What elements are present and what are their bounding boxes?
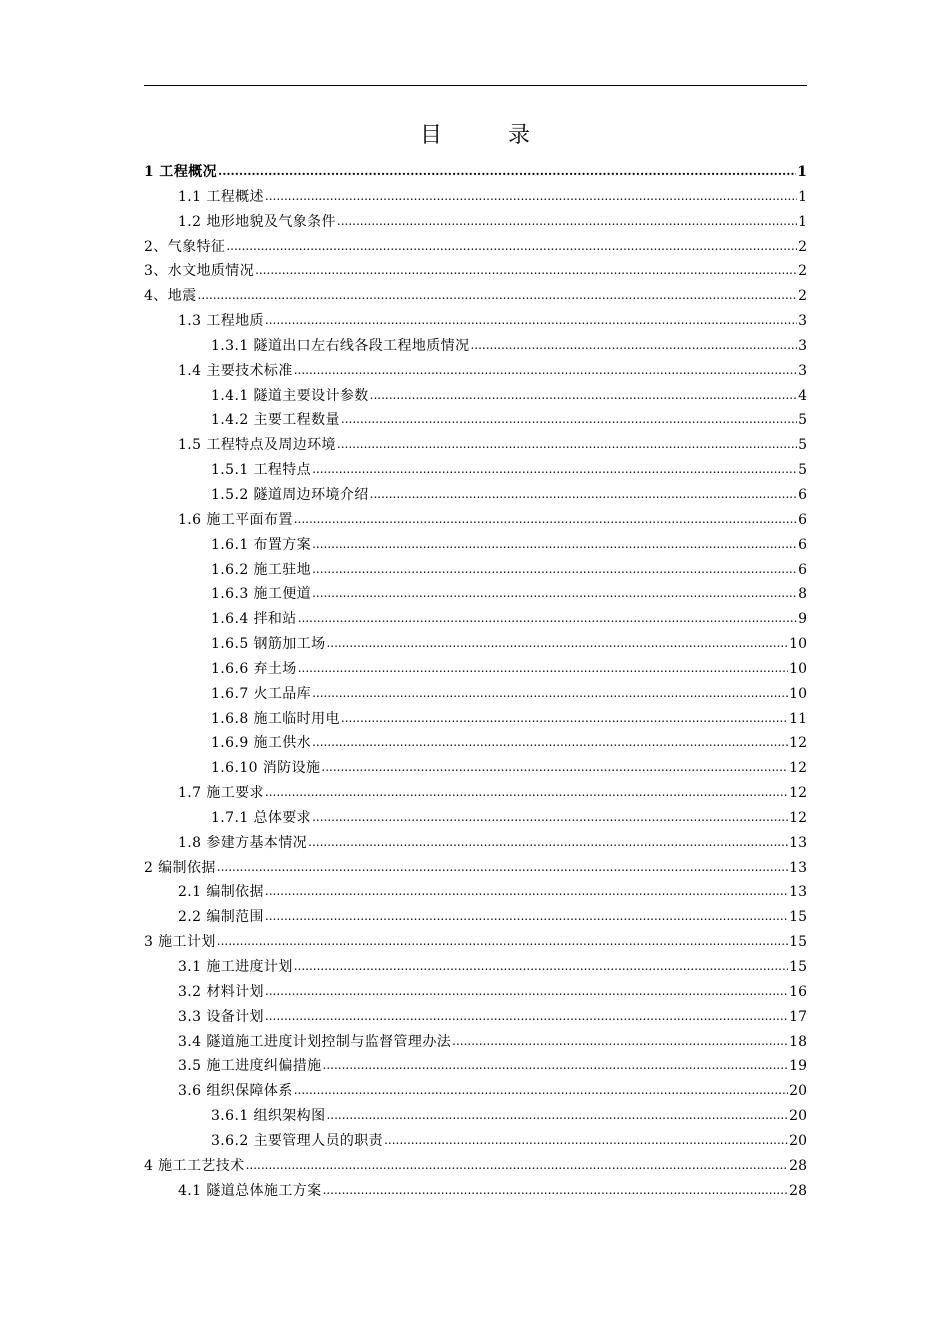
toc-entry-page-number: 6	[798, 511, 807, 528]
toc-entry-page-number: 3	[798, 313, 807, 330]
toc-entry-page-number: 5	[798, 462, 807, 479]
toc-entry-label: 1.7.1 总体要求	[211, 809, 312, 826]
toc-entry-label: 1.6.5 钢筋加工场	[211, 636, 326, 653]
toc-entry-label: 1.1 工程概述	[178, 188, 264, 205]
toc-entry-page-number: 16	[789, 983, 807, 1000]
dot-leader	[337, 213, 797, 227]
toc-entry-page-number: 18	[789, 1033, 807, 1050]
toc-entry-label: 1.4.1 隧道主要设计参数	[211, 387, 369, 404]
toc-entry-page-number: 2	[798, 263, 807, 280]
toc-entry-label: 1.6.1 布置方案	[211, 536, 312, 553]
dot-leader	[470, 337, 797, 351]
toc-entry-label: 3.6 组织保障体系	[178, 1083, 293, 1100]
toc-entry-label: 2.2 编制范围	[178, 909, 264, 926]
toc-entry-label: 1.6.8 施工临时用电	[211, 710, 340, 727]
toc-entry[interactable]	[144, 483, 807, 508]
dot-leader	[370, 486, 797, 500]
toc-entry[interactable]	[144, 508, 807, 533]
toc-entry-page-number: 10	[789, 685, 807, 702]
toc-entry-label: 3 施工计划	[144, 934, 216, 951]
toc-entry-label: 2、气象特征	[144, 238, 226, 255]
toc-entry[interactable]	[144, 458, 807, 483]
dot-leader	[308, 834, 788, 848]
toc-entry-label: 3、水文地质情况	[144, 263, 255, 280]
toc-entry[interactable]	[144, 1054, 807, 1079]
toc-entry-page-number: 3	[798, 337, 807, 354]
dot-leader	[341, 411, 797, 425]
toc-entry[interactable]	[144, 185, 807, 210]
toc-entry[interactable]	[144, 682, 807, 707]
toc-entry-page-number: 9	[798, 611, 807, 628]
toc-entry[interactable]	[144, 905, 807, 930]
dot-leader	[312, 461, 797, 475]
toc-entry-page-number: 20	[789, 1108, 807, 1125]
dot-leader	[265, 188, 797, 202]
toc-entry-page-number: 13	[789, 859, 807, 876]
toc-entry-label: 1.4 主要技术标准	[178, 362, 293, 379]
dot-leader	[298, 610, 797, 624]
dot-leader	[265, 784, 788, 798]
toc-entry-label: 1.6.7 火工品库	[211, 685, 312, 702]
toc-entry-page-number: 1	[798, 213, 807, 230]
toc-entry-label: 1.4.2 主要工程数量	[211, 412, 340, 429]
toc-entry-page-number: 12	[789, 785, 807, 802]
toc-entry-page-number: 15	[789, 934, 807, 951]
toc-entry[interactable]	[144, 384, 807, 409]
dot-leader	[326, 635, 788, 649]
dot-leader	[298, 660, 788, 674]
toc-entry-page-number: 4	[798, 387, 807, 404]
toc-entry-label: 4、地震	[144, 288, 197, 305]
toc-entry[interactable]	[144, 582, 807, 607]
toc-entry-page-number: 8	[798, 586, 807, 603]
toc-entry[interactable]	[144, 334, 807, 359]
toc-entry[interactable]	[144, 880, 807, 905]
toc-entry-label: 1.6.9 施工供水	[211, 735, 312, 752]
toc-entry-label: 2 编制依据	[144, 859, 216, 876]
toc-entry[interactable]	[144, 1104, 807, 1129]
toc-entry-label: 2.1 编制依据	[178, 884, 264, 901]
toc-entry[interactable]	[144, 980, 807, 1005]
dot-leader	[294, 511, 797, 525]
dot-leader	[198, 287, 798, 301]
toc-entry-page-number: 13	[789, 884, 807, 901]
toc-entry-label: 1.5 工程特点及周边环境	[178, 437, 336, 454]
dot-leader	[326, 1107, 788, 1121]
dot-leader	[294, 958, 788, 972]
toc-entry[interactable]	[144, 806, 807, 831]
toc-entry[interactable]	[144, 856, 807, 881]
toc-entry-label: 1.6.10 消防设施	[211, 760, 321, 777]
toc-entry-page-number: 17	[789, 1008, 807, 1025]
dot-leader	[217, 859, 788, 873]
dot-leader	[312, 734, 788, 748]
dot-leader	[452, 1033, 788, 1047]
toc-entry-label: 1.3 工程地质	[178, 313, 264, 330]
toc-entry[interactable]	[144, 558, 807, 583]
toc-entry[interactable]	[144, 1079, 807, 1104]
dot-leader	[312, 536, 797, 550]
toc-entry[interactable]	[144, 1030, 807, 1055]
dot-leader	[312, 809, 788, 823]
toc-entry[interactable]	[144, 259, 807, 284]
toc-entry-page-number: 5	[798, 412, 807, 429]
toc-entry[interactable]	[144, 1179, 807, 1204]
dot-leader	[323, 1057, 789, 1071]
toc-entry[interactable]	[144, 632, 807, 657]
toc-entry-page-number: 15	[789, 959, 807, 975]
dot-leader	[255, 262, 797, 276]
toc-entry[interactable]	[144, 1005, 807, 1030]
dot-leader	[341, 710, 788, 724]
dot-leader	[265, 312, 797, 326]
toc-entry-page-number: 5	[798, 437, 807, 454]
toc-entry[interactable]	[144, 284, 807, 309]
toc-entry-page-number: 12	[789, 760, 807, 777]
toc-entry-label: 4 施工工艺技术	[144, 1157, 245, 1174]
toc-entry[interactable]	[144, 831, 807, 856]
dot-leader	[265, 1008, 788, 1022]
toc-entry-page-number: 20	[789, 1083, 807, 1100]
dot-leader	[384, 1132, 788, 1146]
toc-entry-page-number: 1	[798, 188, 807, 205]
dot-leader	[265, 908, 788, 922]
dot-leader	[294, 1082, 788, 1096]
toc-entry-label: 1.6 施工平面布置	[178, 511, 293, 528]
toc-entry[interactable]	[144, 930, 807, 955]
toc-entry-page-number: 12	[789, 735, 807, 752]
toc-entry[interactable]	[144, 433, 807, 458]
dot-leader	[218, 163, 796, 177]
toc-entry-page-number: 12	[789, 809, 807, 826]
toc-entry-label: 3.6.2 主要管理人员的职责	[211, 1132, 384, 1149]
toc-entry[interactable]	[144, 657, 807, 682]
toc-entry-label: 3.2 材料计划	[178, 983, 264, 1000]
toc-entry-label: 1.6.4 拌和站	[211, 611, 297, 628]
dot-leader	[294, 362, 797, 376]
toc-entry-page-number: 10	[789, 636, 807, 653]
toc-entry[interactable]	[144, 707, 807, 732]
toc-entry[interactable]	[144, 731, 807, 756]
toc-entry-page-number: 20	[789, 1132, 807, 1149]
dot-leader	[370, 387, 797, 401]
toc-entry[interactable]	[144, 160, 807, 185]
toc-entry-page-number: 11	[789, 710, 807, 727]
header-rule	[144, 85, 807, 86]
toc-entry-label: 1.6.2 施工驻地	[211, 561, 312, 578]
toc-entry[interactable]	[144, 309, 807, 334]
dot-leader	[217, 933, 788, 947]
toc-entry-label: 1.7 施工要求	[178, 785, 264, 802]
toc-entry-page-number: 6	[798, 536, 807, 553]
toc-entry[interactable]	[144, 756, 807, 781]
toc-entry-label: 1.5.1 工程特点	[211, 462, 312, 479]
toc-entry-label: 3.5 施工进度纠偏措施	[178, 1058, 322, 1075]
toc-entry-page-number: 6	[798, 561, 807, 578]
dot-leader	[337, 436, 797, 450]
toc-entry-page-number: 2	[798, 288, 807, 305]
toc-entry[interactable]	[144, 955, 807, 980]
toc-entry-page-number: 19	[789, 1058, 807, 1075]
toc-entry-label: 3.4 隧道施工进度计划控制与监督管理办法	[178, 1033, 452, 1050]
toc-entry-label: 3.3 设备计划	[178, 1008, 264, 1025]
toc-entry[interactable]	[144, 1154, 807, 1179]
dot-leader	[312, 685, 788, 699]
dot-leader	[312, 561, 797, 575]
toc-entry-label: 1.3.1 隧道出口左右线各段工程地质情况	[211, 337, 470, 354]
toc-entry-label: 1.8 参建方基本情况	[178, 834, 308, 851]
dot-leader	[312, 585, 797, 599]
toc-entry[interactable]	[144, 359, 807, 384]
toc-entry-page-number: 13	[789, 834, 807, 851]
dot-leader	[265, 883, 788, 897]
toc-entry-label: 4.1 隧道总体施工方案	[178, 1182, 322, 1199]
toc-entry[interactable]	[144, 607, 807, 632]
toc-entry-label: 3.1 施工进度计划	[178, 959, 293, 975]
toc-entry-page-number: 10	[789, 660, 807, 677]
toc-entry-label: 1.5.2 隧道周边环境介绍	[211, 486, 369, 503]
toc-entry-page-number: 6	[798, 486, 807, 503]
dot-leader	[265, 983, 788, 997]
toc-title: 目 录	[419, 123, 552, 148]
toc-entry[interactable]	[144, 408, 807, 433]
toc-entry-page-number: 15	[789, 909, 807, 926]
toc-entry[interactable]	[144, 210, 807, 235]
toc-entry-page-number: 28	[789, 1157, 807, 1174]
toc-entry-label: 1.6.3 施工便道	[211, 586, 312, 603]
toc-list	[144, 160, 807, 1203]
toc-entry-page-number: 1	[797, 164, 807, 180]
toc-entry-label: 3.6.1 组织架构图	[211, 1108, 326, 1125]
toc-entry[interactable]	[144, 235, 807, 260]
dot-leader	[323, 1182, 789, 1196]
dot-leader	[321, 759, 788, 773]
toc-entry-label: 1.6.6 弃土场	[211, 660, 297, 677]
toc-entry-label: 1.2 地形地貌及气象条件	[178, 213, 336, 230]
dot-leader	[246, 1157, 789, 1171]
toc-entry[interactable]	[144, 533, 807, 558]
toc-entry[interactable]	[144, 1129, 807, 1154]
dot-leader	[226, 238, 797, 252]
toc-entry[interactable]	[144, 781, 807, 806]
toc-entry-page-number: 3	[798, 362, 807, 379]
toc-entry-label: 1 工程概况	[144, 164, 218, 180]
toc-entry-page-number: 28	[789, 1182, 807, 1199]
toc-entry-page-number: 2	[798, 238, 807, 255]
